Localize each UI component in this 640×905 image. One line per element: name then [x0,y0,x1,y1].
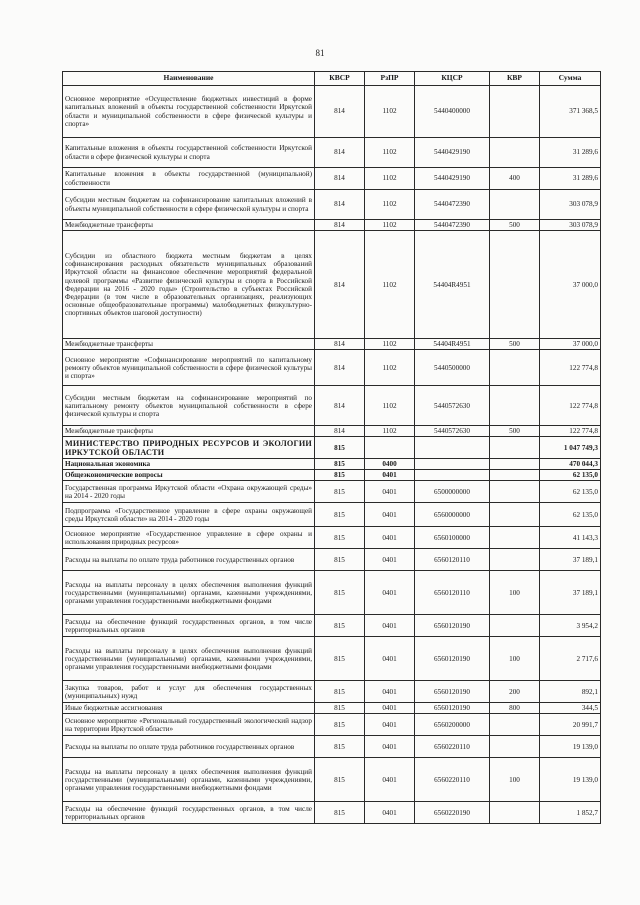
cell-kvr [490,86,540,138]
cell-kvsr: 815 [315,736,365,758]
cell-name: Расходы на выплаты персоналу в целях обеспечения выполнения функций государственными (муниципальными) органами, казенными учреждениями, органами управления государственными внебюджетными фондами [63,637,315,681]
cell-kvr [490,481,540,503]
cell-kvr: 800 [490,703,540,714]
cell-name: Основное мероприятие «Софинансирование мероприятий по капитальному ремонту объектов муниципальной собственности в сфере физической культуры и спорта» [63,350,315,386]
cell-kcsr: 6560000000 [415,503,490,527]
cell-kvsr: 815 [315,571,365,615]
cell-name: Субсидии из областного бюджета местным бюджетам в целях софинансирования расходных обязательств муниципальных образований Иркутской области на финансовое обеспечение мероприятий федеральной целевой программы «Развитие физической культуры и спорта в Российской Федерации на 2016 - 2020 годы» (Строительство в субъектах Российской Федерации (в том числе в образовательных организациях, реализующих основные общеобразовательные программы) малобюджетных физкультурно-спортивных объектов шаговой доступности) [63,231,315,339]
cell-kcsr: 6500000000 [415,481,490,503]
cell-sum: 344,5 [540,703,601,714]
cell-sum: 62 135,0 [540,481,601,503]
cell-name: Межбюджетные трансферты [63,426,315,437]
cell-rzpr: 1102 [365,220,415,231]
cell-kvsr: 815 [315,615,365,637]
cell-rzpr: 0401 [365,615,415,637]
cell-kcsr: 6560120110 [415,549,490,571]
cell-kvsr: 815 [315,637,365,681]
cell-kvsr: 814 [315,231,365,339]
cell-kvsr: 814 [315,168,365,190]
cell-kcsr: 6560120190 [415,681,490,703]
header-kvr: КВР [490,72,540,86]
table-row [63,758,601,802]
table-row [63,527,601,549]
cell-sum: 31 289,6 [540,138,601,168]
cell-rzpr: 0400 [365,459,415,470]
cell-kvsr: 814 [315,86,365,138]
cell-kvr [490,549,540,571]
table-row [63,714,601,736]
cell-kvsr: 815 [315,459,365,470]
cell-kvsr: 815 [315,758,365,802]
cell-name: Закупка товаров, работ и услуг для обеспечения государственных (муниципальных) нужд [63,681,315,703]
table-row [63,386,601,426]
cell-kcsr: 6560120110 [415,571,490,615]
table-row [63,703,601,714]
cell-name: Расходы на выплаты персоналу в целях обеспечения выполнения функций государственными (муниципальными) органами, казенными учреждениями, органами управления государственными внебюджетными фондами [63,571,315,615]
cell-kcsr: 5440429190 [415,168,490,190]
cell-name: Подпрограмма «Государственное управление в сфере охраны окружающей среды Иркутской области» на 2014 - 2020 годы [63,503,315,527]
cell-rzpr: 1102 [365,138,415,168]
cell-kvsr: 814 [315,426,365,437]
cell-sum: 19 139,0 [540,758,601,802]
cell-kcsr: 5440472390 [415,220,490,231]
cell-kcsr: 6560220110 [415,736,490,758]
cell-sum: 1 852,7 [540,802,601,824]
cell-sum: 20 991,7 [540,714,601,736]
cell-rzpr: 1102 [365,190,415,220]
cell-kvr: 500 [490,426,540,437]
cell-kcsr: 6560220190 [415,802,490,824]
cell-name: Государственная программа Иркутской области «Охрана окружающей среды» на 2014 - 2020 годы [63,481,315,503]
cell-rzpr: 0401 [365,681,415,703]
cell-rzpr: 0401 [365,802,415,824]
cell-rzpr: 1102 [365,339,415,350]
cell-kvr [490,386,540,426]
cell-kvr [490,736,540,758]
cell-rzpr [365,437,415,459]
page-number: 81 [315,48,325,58]
cell-kvr [490,190,540,220]
cell-kvr: 400 [490,168,540,190]
table-row [63,168,601,190]
cell-sum: 37 189,1 [540,549,601,571]
cell-name: Основное мероприятие «Региональный государственный экологический надзор на территории Иркутской области» [63,714,315,736]
table-row [63,615,601,637]
cell-sum: 2 717,6 [540,637,601,681]
cell-rzpr: 0401 [365,470,415,481]
cell-kvr [490,527,540,549]
cell-rzpr: 0401 [365,736,415,758]
cell-sum: 41 143,3 [540,527,601,549]
cell-sum: 37 000,0 [540,339,601,350]
cell-kcsr: 6560220110 [415,758,490,802]
cell-kvsr: 815 [315,703,365,714]
table-row [63,459,601,470]
table-row [63,437,601,459]
cell-kcsr [415,437,490,459]
cell-name: Основное мероприятие «Осуществление бюджетных инвестиций в форме капитальных вложений в объекты государственной собственности Иркутской области и муниципальной собственности в сфере физической культуры и спорта» [63,86,315,138]
table-row [63,571,601,615]
cell-name: Национальная экономика [63,459,315,470]
cell-kcsr: 54404R4951 [415,339,490,350]
cell-rzpr: 0401 [365,703,415,714]
cell-kcsr: 5440572630 [415,386,490,426]
table-row [63,470,601,481]
cell-rzpr: 0401 [365,527,415,549]
table-row [63,350,601,386]
cell-kvsr: 815 [315,549,365,571]
cell-name: Расходы на выплаты по оплате труда работников государственных органов [63,549,315,571]
cell-kvsr: 815 [315,470,365,481]
cell-sum: 303 078,9 [540,190,601,220]
cell-kcsr: 6560200000 [415,714,490,736]
cell-rzpr: 0401 [365,637,415,681]
cell-kvsr: 814 [315,220,365,231]
header-kcsr: КЦСР [415,72,490,86]
cell-sum: 303 078,9 [540,220,601,231]
cell-kvr [490,470,540,481]
cell-kvsr: 814 [315,350,365,386]
cell-kvr [490,714,540,736]
cell-kvsr: 815 [315,481,365,503]
cell-kcsr: 6560120190 [415,615,490,637]
cell-kvr [490,615,540,637]
cell-kcsr: 5440472390 [415,190,490,220]
cell-name: Капитальные вложения в объекты государственной (муниципальной) собственности [63,168,315,190]
cell-name: Расходы на обеспечение функций государственных органов, в том числе территориальных органов [63,802,315,824]
cell-name: Общеэкономические вопросы [63,470,315,481]
cell-name: Основное мероприятие «Государственное управление в сфере охраны и использования природных ресурсов» [63,527,315,549]
cell-sum: 122 774,8 [540,350,601,386]
table-body [63,86,601,824]
header-sum: Сумма [540,72,601,86]
cell-kvr [490,231,540,339]
cell-kvsr: 815 [315,802,365,824]
cell-rzpr: 1102 [365,350,415,386]
table-row [63,681,601,703]
cell-name: Иные бюджетные ассигнования [63,703,315,714]
cell-kcsr: 5440500000 [415,350,490,386]
cell-sum: 122 774,8 [540,386,601,426]
cell-kcsr: 5440400000 [415,86,490,138]
cell-kvsr: 815 [315,714,365,736]
cell-rzpr: 1102 [365,86,415,138]
cell-sum: 37 000,0 [540,231,601,339]
cell-kcsr [415,459,490,470]
cell-kvsr: 814 [315,339,365,350]
table-row [63,802,601,824]
cell-sum: 19 139,0 [540,736,601,758]
cell-sum: 62 135,0 [540,503,601,527]
table-row [63,426,601,437]
cell-kvsr: 814 [315,190,365,220]
cell-kvr: 500 [490,220,540,231]
cell-name: МИНИСТЕРСТВО ПРИРОДНЫХ РЕСУРСОВ И ЭКОЛОГИИ ИРКУТСКОЙ ОБЛАСТИ [63,437,315,459]
cell-rzpr: 1102 [365,168,415,190]
cell-kcsr: 5440429190 [415,138,490,168]
cell-kvr [490,350,540,386]
cell-kcsr [415,470,490,481]
cell-rzpr: 0401 [365,481,415,503]
table-row [63,736,601,758]
table-row [63,339,601,350]
table-row [63,503,601,527]
cell-kvr [490,503,540,527]
header-kvsr: КВСР [315,72,365,86]
cell-sum: 1 047 749,3 [540,437,601,459]
cell-name: Межбюджетные трансферты [63,220,315,231]
table-header-row [63,72,601,86]
cell-kvr [490,459,540,470]
cell-name: Расходы на обеспечение функций государственных органов, в том числе территориальных органов [63,615,315,637]
cell-kcsr: 6560100000 [415,527,490,549]
cell-kvr: 100 [490,758,540,802]
header-rzpr: РзПР [365,72,415,86]
table-row [63,481,601,503]
cell-sum: 892,1 [540,681,601,703]
table-row [63,549,601,571]
table-row [63,637,601,681]
cell-rzpr: 0401 [365,549,415,571]
cell-kcsr: 5440572630 [415,426,490,437]
cell-kvsr: 815 [315,527,365,549]
cell-rzpr: 0401 [365,758,415,802]
cell-kvsr: 815 [315,681,365,703]
cell-sum: 62 135,0 [540,470,601,481]
cell-name: Субсидии местным бюджетам на софинансирование капитальных вложений в объекты муниципальной собственности в сфере физической культуры и спорта [63,190,315,220]
cell-rzpr: 0401 [365,503,415,527]
cell-kvr: 500 [490,339,540,350]
cell-sum: 371 368,5 [540,86,601,138]
cell-rzpr: 0401 [365,571,415,615]
cell-kvsr: 815 [315,503,365,527]
cell-kvsr: 814 [315,386,365,426]
cell-sum: 3 954,2 [540,615,601,637]
cell-rzpr: 1102 [365,386,415,426]
cell-sum: 122 774,8 [540,426,601,437]
cell-name: Субсидии местным бюджетам на софинансирование мероприятий по капитальному ремонту объектов муниципальной собственности в сфере физической культуры и спорта [63,386,315,426]
cell-rzpr: 1102 [365,231,415,339]
cell-sum: 470 044,3 [540,459,601,470]
cell-kvr: 100 [490,637,540,681]
cell-name: Расходы на выплаты персоналу в целях обеспечения выполнения функций государственными (муниципальными) органами, казенными учреждениями, органами управления государственными внебюджетными фондами [63,758,315,802]
cell-kcsr: 6560120190 [415,703,490,714]
table-row [63,86,601,138]
cell-kcsr: 6560120190 [415,637,490,681]
table-row [63,190,601,220]
cell-kcsr: 54404R4951 [415,231,490,339]
cell-kvr [490,802,540,824]
table-row [63,231,601,339]
budget-table [62,71,601,824]
header-name: Наименование [63,72,315,86]
cell-name: Расходы на выплаты по оплате труда работников государственных органов [63,736,315,758]
cell-name: Капитальные вложения в объекты государственной собственности Иркутской области в сфере физической культуры и спорта [63,138,315,168]
cell-kvsr: 815 [315,437,365,459]
cell-sum: 31 289,6 [540,168,601,190]
cell-kvr [490,437,540,459]
table-row [63,138,601,168]
cell-kvr [490,138,540,168]
table-row [63,220,601,231]
cell-sum: 37 189,1 [540,571,601,615]
cell-kvr: 100 [490,571,540,615]
cell-name: Межбюджетные трансферты [63,339,315,350]
cell-rzpr: 1102 [365,426,415,437]
cell-rzpr: 0401 [365,714,415,736]
cell-kvr: 200 [490,681,540,703]
cell-kvsr: 814 [315,138,365,168]
